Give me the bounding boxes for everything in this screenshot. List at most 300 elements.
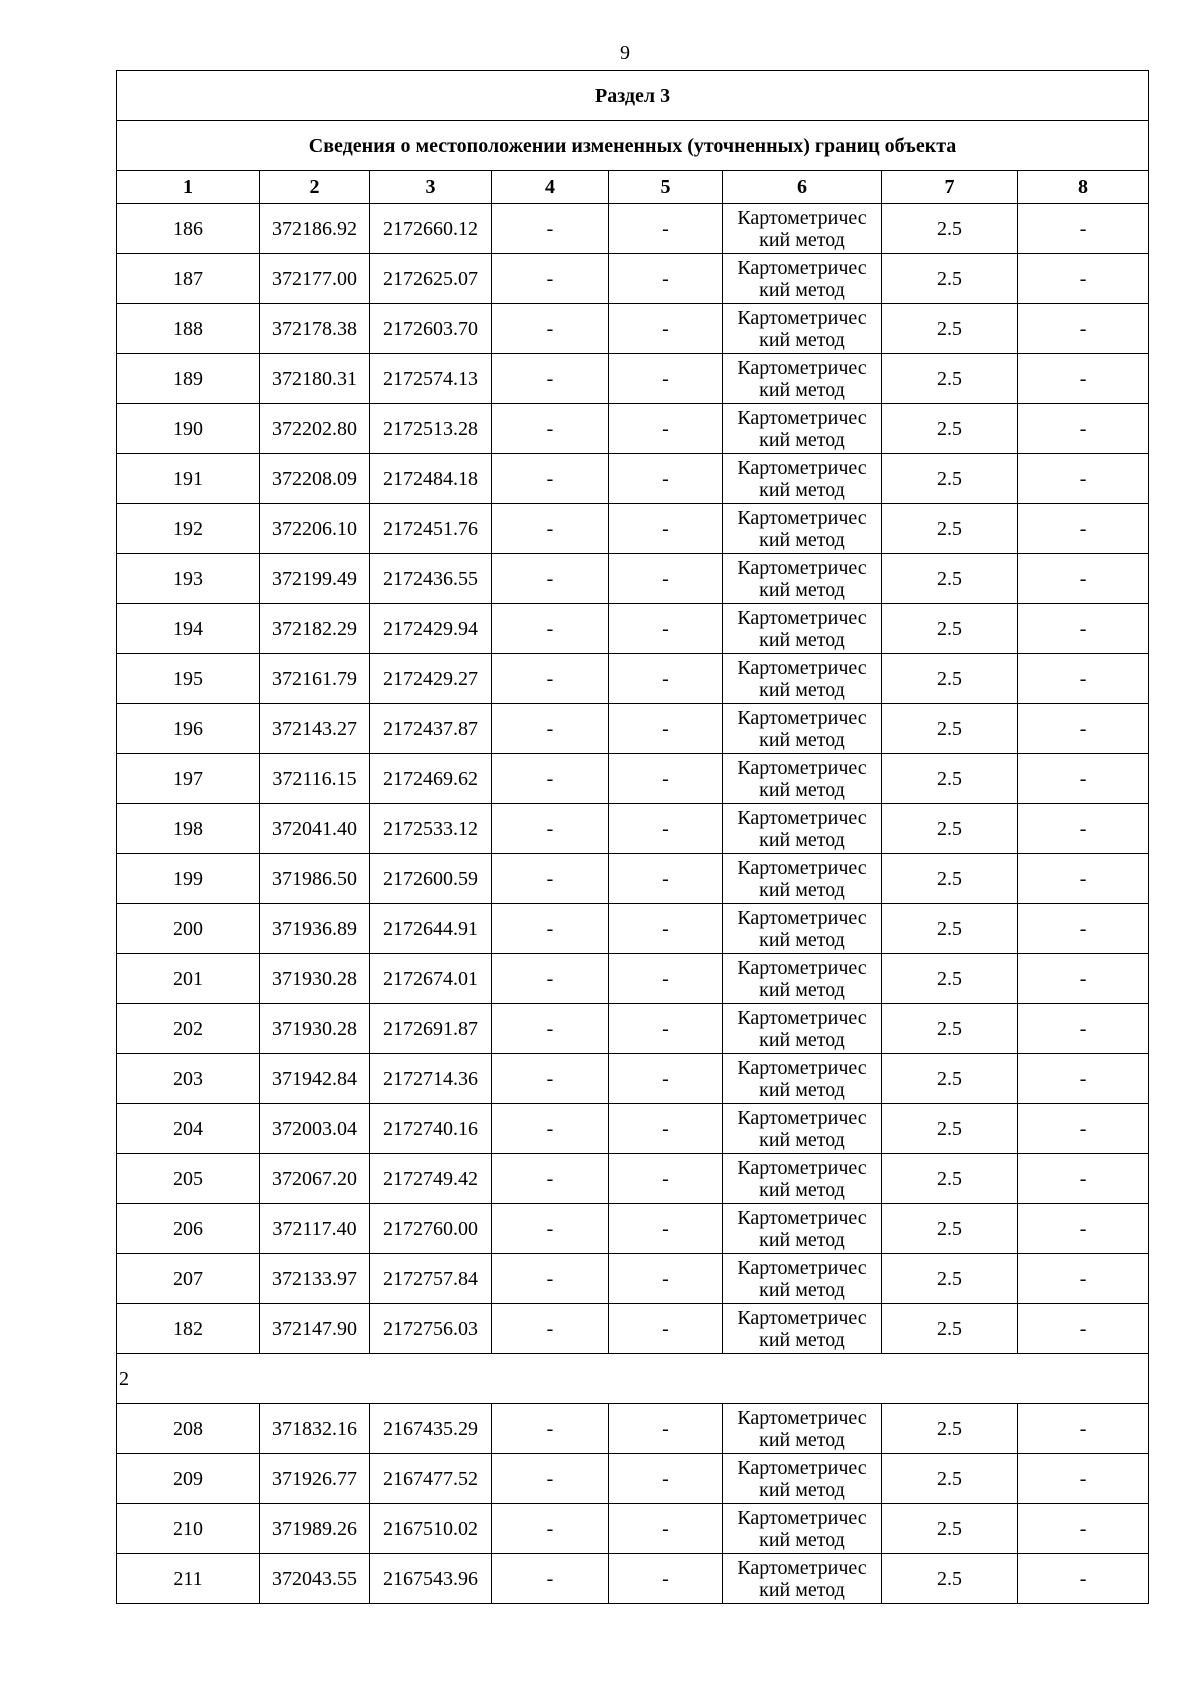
x-coordinate-cell: 372208.09 bbox=[260, 454, 370, 504]
method-line-2: кий метод bbox=[759, 778, 845, 801]
column-5-cell: - bbox=[609, 1154, 723, 1204]
x-coordinate-cell: 372043.55 bbox=[260, 1554, 370, 1604]
accuracy-cell: 2.5 bbox=[882, 854, 1018, 904]
column-4-cell: - bbox=[492, 1554, 609, 1604]
column-8-cell: - bbox=[1018, 954, 1149, 1004]
table-row bbox=[117, 1204, 1149, 1254]
x-coordinate-cell: 372161.79 bbox=[260, 654, 370, 704]
y-coordinate-cell: 2172644.91 bbox=[370, 904, 492, 954]
table-row bbox=[117, 854, 1149, 904]
column-5-cell: - bbox=[609, 804, 723, 854]
method-cell bbox=[723, 254, 882, 304]
method-line-1: Картометричес bbox=[737, 1256, 867, 1279]
x-coordinate-cell: 372147.90 bbox=[260, 1304, 370, 1354]
column-header: 8 bbox=[1018, 171, 1149, 204]
x-coordinate-cell: 372199.49 bbox=[260, 554, 370, 604]
method-line-2: кий метод bbox=[759, 628, 845, 651]
y-coordinate-cell: 2172513.28 bbox=[370, 404, 492, 454]
point-number-cell: 197 bbox=[117, 754, 260, 804]
x-coordinate-cell: 372133.97 bbox=[260, 1254, 370, 1304]
column-4-cell: - bbox=[492, 904, 609, 954]
column-8-cell: - bbox=[1018, 1104, 1149, 1154]
column-8-cell: - bbox=[1018, 604, 1149, 654]
y-coordinate-cell: 2172600.59 bbox=[370, 854, 492, 904]
x-coordinate-cell: 372041.40 bbox=[260, 804, 370, 854]
column-4-cell: - bbox=[492, 1204, 609, 1254]
point-number-cell: 206 bbox=[117, 1204, 260, 1254]
point-number-cell: 187 bbox=[117, 254, 260, 304]
y-coordinate-cell: 2172660.12 bbox=[370, 204, 492, 254]
method-line-1: Картометричес bbox=[737, 1156, 867, 1179]
method-line-1: Картометричес bbox=[737, 306, 867, 329]
y-coordinate-cell: 2172714.36 bbox=[370, 1054, 492, 1104]
method-line-2: кий метод bbox=[759, 1478, 845, 1501]
column-5-cell: - bbox=[609, 254, 723, 304]
accuracy-cell: 2.5 bbox=[882, 1454, 1018, 1504]
column-5-cell: - bbox=[609, 1254, 723, 1304]
method-line-2: кий метод bbox=[759, 1278, 845, 1301]
column-4-cell: - bbox=[492, 804, 609, 854]
method-cell bbox=[723, 1154, 882, 1204]
accuracy-cell: 2.5 bbox=[882, 454, 1018, 504]
accuracy-cell: 2.5 bbox=[882, 954, 1018, 1004]
method-line-2: кий метод bbox=[759, 1528, 845, 1551]
method-line-2: кий метод bbox=[759, 1078, 845, 1101]
column-5-cell: - bbox=[609, 1554, 723, 1604]
method-line-2: кий метод bbox=[759, 1128, 845, 1151]
point-number-cell: 207 bbox=[117, 1254, 260, 1304]
method-line-1: Картометричес bbox=[737, 756, 867, 779]
method-line-1: Картометричес bbox=[737, 1456, 867, 1479]
method-cell bbox=[723, 454, 882, 504]
column-8-cell: - bbox=[1018, 504, 1149, 554]
x-coordinate-cell: 371832.16 bbox=[260, 1404, 370, 1454]
table-row bbox=[117, 1004, 1149, 1054]
column-5-cell: - bbox=[609, 1304, 723, 1354]
x-coordinate-cell: 372182.29 bbox=[260, 604, 370, 654]
y-coordinate-cell: 2172691.87 bbox=[370, 1004, 492, 1054]
contour-group-row bbox=[117, 1354, 1149, 1404]
column-8-cell: - bbox=[1018, 1554, 1149, 1604]
column-8-cell: - bbox=[1018, 1454, 1149, 1504]
method-cell bbox=[723, 1204, 882, 1254]
point-number-cell: 208 bbox=[117, 1404, 260, 1454]
column-header: 3 bbox=[370, 171, 492, 204]
method-line-2: кий метод bbox=[759, 528, 845, 551]
y-coordinate-cell: 2172533.12 bbox=[370, 804, 492, 854]
method-line-2: кий метод bbox=[759, 428, 845, 451]
y-coordinate-cell: 2172603.70 bbox=[370, 304, 492, 354]
table-row bbox=[117, 354, 1149, 404]
y-coordinate-cell: 2172429.27 bbox=[370, 654, 492, 704]
method-line-2: кий метод bbox=[759, 378, 845, 401]
method-cell bbox=[723, 204, 882, 254]
column-5-cell: - bbox=[609, 1504, 723, 1554]
point-number-cell: 202 bbox=[117, 1004, 260, 1054]
section-title-row bbox=[117, 71, 1149, 121]
point-number-cell: 193 bbox=[117, 554, 260, 604]
method-cell bbox=[723, 504, 882, 554]
y-coordinate-cell: 2167435.29 bbox=[370, 1404, 492, 1454]
column-4-cell: - bbox=[492, 1304, 609, 1354]
table-row bbox=[117, 254, 1149, 304]
column-4-cell: - bbox=[492, 354, 609, 404]
column-4-cell: - bbox=[492, 404, 609, 454]
table-row bbox=[117, 804, 1149, 854]
column-5-cell: - bbox=[609, 1204, 723, 1254]
accuracy-cell: 2.5 bbox=[882, 1304, 1018, 1354]
method-cell bbox=[723, 954, 882, 1004]
column-8-cell: - bbox=[1018, 904, 1149, 954]
y-coordinate-cell: 2172437.87 bbox=[370, 704, 492, 754]
y-coordinate-cell: 2172756.03 bbox=[370, 1304, 492, 1354]
accuracy-cell: 2.5 bbox=[882, 204, 1018, 254]
accuracy-cell: 2.5 bbox=[882, 1054, 1018, 1104]
section-title: Раздел 3 bbox=[117, 71, 1149, 121]
column-header: 2 bbox=[260, 171, 370, 204]
column-5-cell: - bbox=[609, 1404, 723, 1454]
column-8-cell: - bbox=[1018, 454, 1149, 504]
table-row bbox=[117, 954, 1149, 1004]
y-coordinate-cell: 2167543.96 bbox=[370, 1554, 492, 1604]
column-header-row bbox=[117, 171, 1149, 204]
point-number-cell: 186 bbox=[117, 204, 260, 254]
table-row bbox=[117, 504, 1149, 554]
method-line-1: Картометричес bbox=[737, 406, 867, 429]
column-5-cell: - bbox=[609, 904, 723, 954]
x-coordinate-cell: 371942.84 bbox=[260, 1054, 370, 1104]
table-row bbox=[117, 654, 1149, 704]
method-cell bbox=[723, 704, 882, 754]
point-number-cell: 201 bbox=[117, 954, 260, 1004]
method-line-2: кий метод bbox=[759, 328, 845, 351]
column-4-cell: - bbox=[492, 654, 609, 704]
section-subtitle-row bbox=[117, 121, 1149, 171]
point-number-cell: 188 bbox=[117, 304, 260, 354]
table-row bbox=[117, 1254, 1149, 1304]
method-cell bbox=[723, 354, 882, 404]
table-row bbox=[117, 1104, 1149, 1154]
column-5-cell: - bbox=[609, 854, 723, 904]
method-line-1: Картометричес bbox=[737, 606, 867, 629]
accuracy-cell: 2.5 bbox=[882, 604, 1018, 654]
method-line-1: Картометричес bbox=[737, 256, 867, 279]
method-line-1: Картометричес bbox=[737, 556, 867, 579]
accuracy-cell: 2.5 bbox=[882, 754, 1018, 804]
column-4-cell: - bbox=[492, 554, 609, 604]
column-5-cell: - bbox=[609, 1454, 723, 1504]
accuracy-cell: 2.5 bbox=[882, 1404, 1018, 1454]
table-row bbox=[117, 1304, 1149, 1354]
column-4-cell: - bbox=[492, 954, 609, 1004]
column-8-cell: - bbox=[1018, 1254, 1149, 1304]
x-coordinate-cell: 371930.28 bbox=[260, 954, 370, 1004]
method-line-2: кий метод bbox=[759, 878, 845, 901]
method-line-1: Картометричес bbox=[737, 856, 867, 879]
point-number-cell: 210 bbox=[117, 1504, 260, 1554]
method-cell bbox=[723, 404, 882, 454]
contour-label: 2 bbox=[117, 1354, 1149, 1404]
column-8-cell: - bbox=[1018, 204, 1149, 254]
method-line-2: кий метод bbox=[759, 278, 845, 301]
accuracy-cell: 2.5 bbox=[882, 354, 1018, 404]
column-5-cell: - bbox=[609, 654, 723, 704]
point-number-cell: 205 bbox=[117, 1154, 260, 1204]
column-4-cell: - bbox=[492, 1154, 609, 1204]
point-number-cell: 204 bbox=[117, 1104, 260, 1154]
table-row bbox=[117, 404, 1149, 454]
x-coordinate-cell: 371989.26 bbox=[260, 1504, 370, 1554]
column-5-cell: - bbox=[609, 954, 723, 1004]
page-number: 9 bbox=[620, 42, 630, 64]
y-coordinate-cell: 2172740.16 bbox=[370, 1104, 492, 1154]
method-line-1: Картометричес bbox=[737, 706, 867, 729]
column-4-cell: - bbox=[492, 754, 609, 804]
method-line-1: Картометричес bbox=[737, 956, 867, 979]
column-8-cell: - bbox=[1018, 754, 1149, 804]
x-coordinate-cell: 371930.28 bbox=[260, 1004, 370, 1054]
method-cell bbox=[723, 1054, 882, 1104]
x-coordinate-cell: 372067.20 bbox=[260, 1154, 370, 1204]
column-8-cell: - bbox=[1018, 1054, 1149, 1104]
column-4-cell: - bbox=[492, 1004, 609, 1054]
point-number-cell: 194 bbox=[117, 604, 260, 654]
accuracy-cell: 2.5 bbox=[882, 804, 1018, 854]
column-5-cell: - bbox=[609, 704, 723, 754]
method-line-2: кий метод bbox=[759, 1428, 845, 1451]
accuracy-cell: 2.5 bbox=[882, 904, 1018, 954]
point-number-cell: 200 bbox=[117, 904, 260, 954]
accuracy-cell: 2.5 bbox=[882, 1254, 1018, 1304]
table-row bbox=[117, 904, 1149, 954]
method-line-1: Картометричес bbox=[737, 1206, 867, 1229]
table-row bbox=[117, 1554, 1149, 1604]
table-row bbox=[117, 604, 1149, 654]
method-line-2: кий метод bbox=[759, 228, 845, 251]
table-row bbox=[117, 1504, 1149, 1554]
method-line-1: Картометричес bbox=[737, 506, 867, 529]
column-5-cell: - bbox=[609, 1104, 723, 1154]
table-row bbox=[117, 1404, 1149, 1454]
table-row bbox=[117, 1054, 1149, 1104]
table-row bbox=[117, 754, 1149, 804]
method-line-2: кий метод bbox=[759, 678, 845, 701]
column-5-cell: - bbox=[609, 604, 723, 654]
x-coordinate-cell: 372180.31 bbox=[260, 354, 370, 404]
y-coordinate-cell: 2172749.42 bbox=[370, 1154, 492, 1204]
column-8-cell: - bbox=[1018, 1504, 1149, 1554]
column-4-cell: - bbox=[492, 704, 609, 754]
method-cell bbox=[723, 304, 882, 354]
section-subtitle: Сведения о местоположении измененных (уточненных) границ объекта bbox=[117, 121, 1149, 171]
point-number-cell: 199 bbox=[117, 854, 260, 904]
column-5-cell: - bbox=[609, 454, 723, 504]
accuracy-cell: 2.5 bbox=[882, 1104, 1018, 1154]
method-line-1: Картометричес bbox=[737, 456, 867, 479]
method-cell bbox=[723, 554, 882, 604]
accuracy-cell: 2.5 bbox=[882, 1004, 1018, 1054]
table-row bbox=[117, 204, 1149, 254]
column-8-cell: - bbox=[1018, 1204, 1149, 1254]
method-line-1: Картометричес bbox=[737, 1306, 867, 1329]
point-number-cell: 209 bbox=[117, 1454, 260, 1504]
method-cell bbox=[723, 1454, 882, 1504]
x-coordinate-cell: 372206.10 bbox=[260, 504, 370, 554]
column-4-cell: - bbox=[492, 1254, 609, 1304]
boundary-table bbox=[116, 70, 1149, 1604]
column-8-cell: - bbox=[1018, 1154, 1149, 1204]
table-row bbox=[117, 454, 1149, 504]
y-coordinate-cell: 2172484.18 bbox=[370, 454, 492, 504]
method-line-2: кий метод bbox=[759, 828, 845, 851]
y-coordinate-cell: 2172574.13 bbox=[370, 354, 492, 404]
method-line-1: Картометричес bbox=[737, 806, 867, 829]
y-coordinate-cell: 2172469.62 bbox=[370, 754, 492, 804]
table-row bbox=[117, 304, 1149, 354]
column-8-cell: - bbox=[1018, 404, 1149, 454]
column-4-cell: - bbox=[492, 1504, 609, 1554]
column-8-cell: - bbox=[1018, 804, 1149, 854]
column-4-cell: - bbox=[492, 604, 609, 654]
method-line-1: Картометричес bbox=[737, 1506, 867, 1529]
x-coordinate-cell: 372116.15 bbox=[260, 754, 370, 804]
method-cell bbox=[723, 1104, 882, 1154]
y-coordinate-cell: 2172451.76 bbox=[370, 504, 492, 554]
method-line-2: кий метод bbox=[759, 978, 845, 1001]
method-line-1: Картометричес bbox=[737, 1056, 867, 1079]
column-5-cell: - bbox=[609, 1004, 723, 1054]
method-line-2: кий метод bbox=[759, 1028, 845, 1051]
y-coordinate-cell: 2172429.94 bbox=[370, 604, 492, 654]
column-4-cell: - bbox=[492, 1404, 609, 1454]
method-line-1: Картометричес bbox=[737, 906, 867, 929]
table-row bbox=[117, 554, 1149, 604]
column-8-cell: - bbox=[1018, 854, 1149, 904]
method-cell bbox=[723, 854, 882, 904]
method-cell bbox=[723, 604, 882, 654]
column-8-cell: - bbox=[1018, 1404, 1149, 1454]
point-number-cell: 190 bbox=[117, 404, 260, 454]
method-cell bbox=[723, 1004, 882, 1054]
method-line-2: кий метод bbox=[759, 728, 845, 751]
point-number-cell: 203 bbox=[117, 1054, 260, 1104]
column-5-cell: - bbox=[609, 754, 723, 804]
method-line-1: Картометричес bbox=[737, 1106, 867, 1129]
column-8-cell: - bbox=[1018, 1004, 1149, 1054]
accuracy-cell: 2.5 bbox=[882, 1554, 1018, 1604]
y-coordinate-cell: 2172757.84 bbox=[370, 1254, 492, 1304]
column-8-cell: - bbox=[1018, 654, 1149, 704]
y-coordinate-cell: 2172436.55 bbox=[370, 554, 492, 604]
method-line-1: Картометричес bbox=[737, 356, 867, 379]
x-coordinate-cell: 372143.27 bbox=[260, 704, 370, 754]
column-header: 4 bbox=[492, 171, 609, 204]
accuracy-cell: 2.5 bbox=[882, 1204, 1018, 1254]
method-cell bbox=[723, 1304, 882, 1354]
method-line-2: кий метод bbox=[759, 1578, 845, 1601]
x-coordinate-cell: 372202.80 bbox=[260, 404, 370, 454]
point-number-cell: 192 bbox=[117, 504, 260, 554]
method-cell bbox=[723, 1404, 882, 1454]
point-number-cell: 182 bbox=[117, 1304, 260, 1354]
method-cell bbox=[723, 1554, 882, 1604]
method-line-2: кий метод bbox=[759, 578, 845, 601]
column-header: 1 bbox=[117, 171, 260, 204]
column-header: 5 bbox=[609, 171, 723, 204]
point-number-cell: 198 bbox=[117, 804, 260, 854]
table-row bbox=[117, 1154, 1149, 1204]
point-number-cell: 189 bbox=[117, 354, 260, 404]
y-coordinate-cell: 2167510.02 bbox=[370, 1504, 492, 1554]
accuracy-cell: 2.5 bbox=[882, 1154, 1018, 1204]
method-cell bbox=[723, 1254, 882, 1304]
column-5-cell: - bbox=[609, 304, 723, 354]
method-line-2: кий метод bbox=[759, 1178, 845, 1201]
column-4-cell: - bbox=[492, 854, 609, 904]
method-line-2: кий метод bbox=[759, 478, 845, 501]
y-coordinate-cell: 2172674.01 bbox=[370, 954, 492, 1004]
column-4-cell: - bbox=[492, 504, 609, 554]
column-header: 7 bbox=[882, 171, 1018, 204]
column-8-cell: - bbox=[1018, 354, 1149, 404]
method-line-1: Картометричес bbox=[737, 206, 867, 229]
x-coordinate-cell: 372178.38 bbox=[260, 304, 370, 354]
method-cell bbox=[723, 804, 882, 854]
method-cell bbox=[723, 904, 882, 954]
column-5-cell: - bbox=[609, 1054, 723, 1104]
column-8-cell: - bbox=[1018, 254, 1149, 304]
accuracy-cell: 2.5 bbox=[882, 654, 1018, 704]
y-coordinate-cell: 2167477.52 bbox=[370, 1454, 492, 1504]
column-5-cell: - bbox=[609, 404, 723, 454]
x-coordinate-cell: 372177.00 bbox=[260, 254, 370, 304]
method-line-1: Картометричес bbox=[737, 1006, 867, 1029]
x-coordinate-cell: 372117.40 bbox=[260, 1204, 370, 1254]
table-row bbox=[117, 1454, 1149, 1504]
accuracy-cell: 2.5 bbox=[882, 254, 1018, 304]
column-4-cell: - bbox=[492, 1054, 609, 1104]
point-number-cell: 196 bbox=[117, 704, 260, 754]
column-8-cell: - bbox=[1018, 304, 1149, 354]
accuracy-cell: 2.5 bbox=[882, 554, 1018, 604]
point-number-cell: 211 bbox=[117, 1554, 260, 1604]
accuracy-cell: 2.5 bbox=[882, 404, 1018, 454]
x-coordinate-cell: 372186.92 bbox=[260, 204, 370, 254]
column-4-cell: - bbox=[492, 204, 609, 254]
table-row bbox=[117, 704, 1149, 754]
x-coordinate-cell: 371926.77 bbox=[260, 1454, 370, 1504]
method-cell bbox=[723, 654, 882, 704]
column-4-cell: - bbox=[492, 304, 609, 354]
y-coordinate-cell: 2172760.00 bbox=[370, 1204, 492, 1254]
column-4-cell: - bbox=[492, 1104, 609, 1154]
accuracy-cell: 2.5 bbox=[882, 504, 1018, 554]
column-5-cell: - bbox=[609, 354, 723, 404]
method-cell bbox=[723, 1504, 882, 1554]
x-coordinate-cell: 371936.89 bbox=[260, 904, 370, 954]
column-5-cell: - bbox=[609, 504, 723, 554]
x-coordinate-cell: 372003.04 bbox=[260, 1104, 370, 1154]
accuracy-cell: 2.5 bbox=[882, 704, 1018, 754]
method-line-2: кий метод bbox=[759, 1228, 845, 1251]
point-number-cell: 195 bbox=[117, 654, 260, 704]
column-4-cell: - bbox=[492, 454, 609, 504]
column-5-cell: - bbox=[609, 204, 723, 254]
x-coordinate-cell: 371986.50 bbox=[260, 854, 370, 904]
method-cell bbox=[723, 754, 882, 804]
column-4-cell: - bbox=[492, 254, 609, 304]
method-line-2: кий метод bbox=[759, 1328, 845, 1351]
